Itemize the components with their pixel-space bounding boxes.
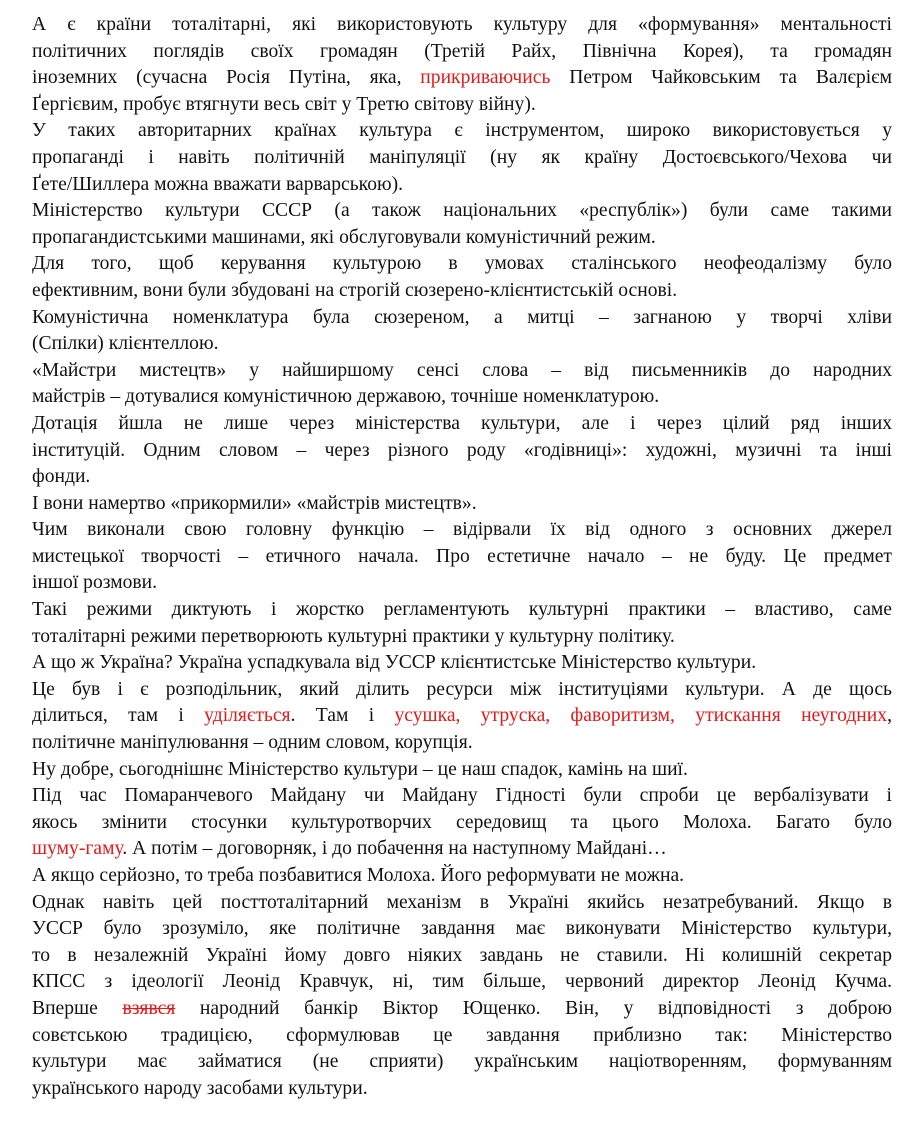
text-line [32, 836, 892, 863]
text-line [32, 650, 892, 677]
text-run: мистецької творчості – етичного начала. Про естетичне начало – не буду. Це предмет [32, 545, 892, 567]
text-run: КПСС з ідеології Леонід Кравчук, ні, тим більше, червоний директор Леонід Кучма. [32, 971, 892, 993]
text-run: пропаганді і навіть політичній маніпуляції (ну як країну Достоєвського/Чехова чи [32, 146, 892, 168]
text-line [32, 491, 892, 518]
text-line [32, 92, 892, 119]
text-run: Ґете/Шиллера можна вважати варварською). [32, 173, 404, 195]
text-line [32, 783, 892, 810]
text-run: «Майстри мистецтв» у найширшому сенсі слова – від письменників до народних [32, 359, 892, 381]
text-run: політичне маніпулювання – одним словом, корупція. [32, 732, 473, 754]
text-run: А якщо серйозно, то треба позбавитися Молоха. Його реформувати не можна. [32, 865, 685, 886]
text-run: Однак навіть цей посттоталітарний механізм в Україні якийсь незатребуваний. Якщо в [32, 891, 892, 913]
text-line [32, 145, 892, 172]
text-line [32, 251, 892, 278]
text-line [32, 198, 892, 225]
text-run: інституцій. Одним словом – через різного роду «годівниці»: художні, музичні та інші [32, 439, 892, 461]
text-line [32, 65, 892, 92]
text-run: ділиться, там і [32, 705, 205, 727]
document-page [32, 12, 892, 1102]
text-line [32, 305, 892, 332]
text-line [32, 384, 892, 411]
struck-text: взявся [122, 997, 176, 1019]
text-line [32, 597, 892, 624]
text-run: Для того, щоб керування культурою в умовах сталінського неофеодалізму було [32, 253, 892, 275]
text-line [32, 730, 892, 757]
text-run: ефективним, вони були збудовані на строгій сюзерено-клієнтистській основі. [32, 279, 678, 301]
text-line [32, 624, 892, 651]
text-run: І вони намертво «прикормили» «майстрів мистецтв». [32, 492, 477, 514]
text-line [32, 890, 892, 917]
text-line [32, 118, 892, 145]
text-line [32, 411, 892, 438]
document-body [32, 12, 892, 1102]
text-line [32, 517, 892, 544]
text-line [32, 438, 892, 465]
text-run: (Спілки) клієнтеллою. [32, 333, 219, 355]
text-run: Петром Чайковським та Валєрієм [550, 67, 892, 89]
text-run: пропагандистськими машинами, які обслуговували комуністичний режим. [32, 226, 656, 248]
text-line [32, 810, 892, 837]
text-run: УССР було зрозуміло, яке політичне завдання має виконувати Міністерство культури, [32, 918, 892, 940]
text-run: Ну добре, сьогоднішнє Міністерство культури – це наш спадок, камінь на шиї. [32, 758, 688, 780]
text-run: . А потім – договорняк, і до побачення на наступному Майдані… [122, 838, 667, 860]
text-run: А що ж Україна? Україна успадкувала від УССР клієнтистське Міністерство культури. [32, 652, 757, 674]
text-line [32, 278, 892, 305]
text-run: Вперше [32, 997, 123, 1019]
text-line [32, 1023, 892, 1050]
text-run: Це був і є розподільник, який ділить ресурси між інституціями культури. А де щось [32, 678, 892, 700]
text-line [32, 943, 892, 970]
text-line [32, 996, 892, 1023]
text-line [32, 570, 892, 597]
text-line [32, 544, 892, 571]
text-run: Міністерство культури СССР (а також національних «республік») були саме такими [32, 200, 892, 222]
text-line [32, 1076, 892, 1103]
text-line [32, 757, 892, 784]
text-line [32, 916, 892, 943]
text-line [32, 677, 892, 704]
text-run: Дотація йшла не лише через міністерства культури, але і через цілий ряд інших [32, 412, 892, 434]
text-run: совєтською традицією, сформулював це завдання приблизно так: Міністерство [32, 1024, 892, 1046]
text-run: народний банкір Віктор Ющенко. Він, у відповідності з доброю [175, 997, 893, 1019]
text-run: культури має займатися (не сприяти) українським націотворенням, формуванням [32, 1051, 892, 1073]
text-run: іншої розмови. [32, 572, 158, 594]
text-line [32, 172, 892, 199]
text-run: Комуністична номенклатура була сюзереном, а митці – загнаною у творчі хліви [32, 306, 892, 328]
text-run: українського народу засобами культури. [32, 1077, 368, 1099]
text-line [32, 358, 892, 385]
highlighted-text: усушка, утруска, фаворитизм, утискання неугодних [394, 705, 888, 727]
text-line [32, 863, 892, 890]
text-run: . Там і [290, 705, 395, 727]
text-line [32, 1049, 892, 1076]
text-line [32, 969, 892, 996]
text-line [32, 464, 892, 491]
text-run: іноземних (сучасна Росія Путіна, яка, [32, 67, 421, 89]
text-run: політичних поглядів своїх громадян (Третій Райх, Північна Корея), та громадян [32, 40, 892, 62]
highlighted-text: прикриваючись [420, 67, 551, 89]
text-line [32, 39, 892, 66]
text-line [32, 12, 892, 39]
text-run: тоталітарні режими перетворюють культурні практики у культурну політику. [32, 625, 675, 647]
text-run: , [887, 705, 892, 727]
text-run: У таких авторитарних країнах культура є інструментом, широко використовується у [32, 120, 892, 142]
text-run: якось змінити стосунки культуротворчих середовищ та цього Молоха. Багато було [32, 811, 892, 833]
text-run: то в незалежній Україні йому довго ніяких завдань не ставили. Ні колишній секретар [32, 944, 892, 966]
text-run: А є країни тоталітарні, які використовують культуру для «формування» ментальності [32, 14, 892, 35]
text-run: майстрів – дотувалися комуністичною державою, точніше номенклатурою. [32, 386, 660, 408]
text-run: Під час Помаранчевого Майдану чи Майдану Гідності були спроби це вербалізувати і [32, 785, 892, 807]
text-line [32, 703, 892, 730]
highlighted-text: шуму-гаму [32, 838, 123, 860]
text-run: Ґергієвим, пробує втягнути весь світ у Третю світову війну). [32, 93, 536, 115]
text-run: фонди. [32, 466, 91, 488]
text-run: Такі режими диктують і жорстко регламентують культурні практики – властиво, саме [32, 599, 892, 621]
text-run: Чим виконали свою головну функцію – відірвали їх від одного з основних джерел [32, 519, 892, 541]
text-line [32, 331, 892, 358]
highlighted-text: уділяється [204, 705, 291, 727]
text-line [32, 225, 892, 252]
